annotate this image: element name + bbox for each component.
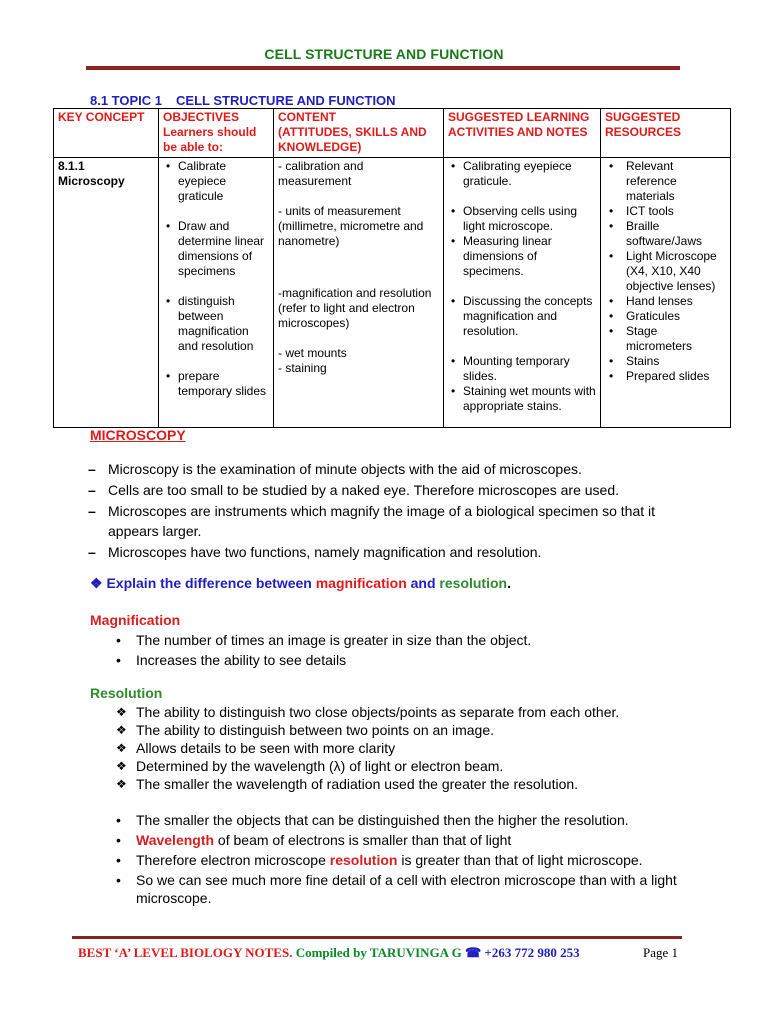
resource-item: • ICT tools xyxy=(605,204,726,219)
wavelength-text: of beam of electrons is smaller than that of light xyxy=(214,832,512,848)
page-number: Page 1 xyxy=(642,945,678,960)
objective-item: • prepare temporary slides xyxy=(163,369,269,399)
explain-prefix: Explain the difference between xyxy=(106,575,312,591)
table-row xyxy=(54,158,731,428)
topic-heading xyxy=(90,93,396,108)
list-item xyxy=(116,831,696,849)
footer-title: BEST ‘A’ LEVEL BIOLOGY NOTES. xyxy=(78,945,293,960)
header-resources: SUGGESTED RESOURCES xyxy=(601,109,731,158)
magnification-list xyxy=(116,631,696,669)
list-item: • So we can see much more fine detail of a cell with electron microscope than with a light microscope. xyxy=(116,871,696,907)
activity-item: • Observing cells using light microscope. xyxy=(448,204,596,234)
resolution-text-rest: is greater than that of light microscope. xyxy=(397,852,643,868)
curriculum-table xyxy=(53,108,731,428)
list-item xyxy=(116,851,696,869)
resolution-term: resolution xyxy=(329,852,398,868)
resolution-text-start: Therefore electron microscope xyxy=(136,852,330,868)
list-item: • The smaller the objects that can be distinguished then the higher the resolution. xyxy=(116,811,696,829)
activity-item: • Staining wet mounts with appropriate stains. xyxy=(448,384,596,414)
resource-item: • Stage micrometers xyxy=(605,324,726,354)
explain-question xyxy=(90,575,511,592)
resource-item: • Hand lenses xyxy=(605,294,726,309)
resolution-list xyxy=(116,703,696,793)
list-item: ❖ The ability to distinguish two close objects/points as separate from each other. xyxy=(116,703,696,721)
resource-item: • Relevant reference materials xyxy=(605,159,726,204)
diamond-icon: ❖ xyxy=(90,575,103,591)
footer-phone: ☎ +263 772 980 253 xyxy=(464,945,580,960)
list-item: ❖ Determined by the wavelength (λ) of light or electron beam. xyxy=(116,757,696,775)
objective-item: • Calibrate eyepiece graticule xyxy=(163,159,269,204)
content-item: - calibration and measurement xyxy=(278,159,364,188)
header-content: CONTENT (ATTITUDES, SKILLS AND KNOWLEDGE) xyxy=(274,109,444,158)
topic-title: CELL STRUCTURE AND FUNCTION xyxy=(176,93,396,108)
explain-suffix: . xyxy=(507,575,511,591)
explain-and: and xyxy=(410,575,436,591)
key-concept-cell: 8.1.1 Microscopy xyxy=(54,158,159,428)
resource-item: • Prepared slides xyxy=(605,369,726,384)
resolution-heading: Resolution xyxy=(90,685,163,701)
content-item: -magnification and resolution (refer to light and electron microscopes) xyxy=(278,286,432,330)
footer-compiler: Compiled by TARUVINGA G xyxy=(292,945,465,960)
document-title: CELL STRUCTURE AND FUNCTION xyxy=(264,46,504,62)
wavelength-term: Wavelength xyxy=(136,832,215,848)
activities-cell xyxy=(444,158,601,428)
header-key-concept: KEY CONCEPT xyxy=(54,109,159,158)
resource-item: • Light Microscope (X4, X10, X40 objective lenses) xyxy=(605,249,726,294)
objective-item: • distinguish between magnification and resolution xyxy=(163,294,269,354)
microscopy-list xyxy=(88,459,688,563)
table-header-row xyxy=(54,109,731,158)
summary-list xyxy=(116,811,696,907)
activity-item: • Measuring linear dimensions of specimens. xyxy=(448,234,596,279)
title-divider xyxy=(86,66,680,70)
resource-item: • Braille software/Jaws xyxy=(605,219,726,249)
header-activities: SUGGESTED LEARNING ACTIVITIES AND NOTES xyxy=(444,109,601,158)
header-objectives: OBJECTIVES Learners should be able to: xyxy=(159,109,274,158)
activity-item: • Discussing the concepts magnification and resolution. xyxy=(448,294,596,339)
topic-number: 8.1 TOPIC 1 xyxy=(90,93,163,108)
content-item: - wet mounts - staining xyxy=(278,346,347,375)
resource-item: • Graticules xyxy=(605,309,726,324)
explain-magnification: magnification xyxy=(315,575,407,591)
list-item: ❖ The ability to distinguish between two points on an image. xyxy=(116,721,696,739)
list-item: – Microscopes are instruments which magnify the image of a biological specimen so that it appears larger. xyxy=(88,501,688,541)
list-item: ❖ Allows details to be seen with more clarity xyxy=(116,739,696,757)
footer-divider xyxy=(72,936,682,939)
list-item: ❖ The smaller the wavelength of radiation used the greater the resolution. xyxy=(116,775,696,793)
objectives-cell xyxy=(159,158,274,428)
list-item: • The number of times an image is greater in size than the object. xyxy=(116,631,696,649)
content-cell xyxy=(274,158,444,428)
activity-item: • Mounting temporary slides. xyxy=(448,354,596,384)
microscopy-heading: MICROSCOPY xyxy=(90,427,186,443)
list-item: – Microscopes have two functions, namely magnification and resolution. xyxy=(88,542,688,562)
resources-cell xyxy=(601,158,731,428)
activity-item: • Calibrating eyepiece graticule. xyxy=(448,159,596,189)
explain-resolution: resolution xyxy=(439,575,508,591)
list-item: • Increases the ability to see details xyxy=(116,651,696,669)
content-item: - units of measurement (millimetre, micrometre and nanometre) xyxy=(278,204,424,248)
list-item: – Cells are too small to be studied by a naked eye. Therefore microscopes are used. xyxy=(88,480,688,500)
magnification-heading: Magnification xyxy=(90,612,181,628)
objective-item: • Draw and determine linear dimensions of specimens xyxy=(163,219,269,279)
resource-item: • Stains xyxy=(605,354,726,369)
footer xyxy=(78,945,678,961)
list-item: – Microscopy is the examination of minute objects with the aid of microscopes. xyxy=(88,459,688,479)
